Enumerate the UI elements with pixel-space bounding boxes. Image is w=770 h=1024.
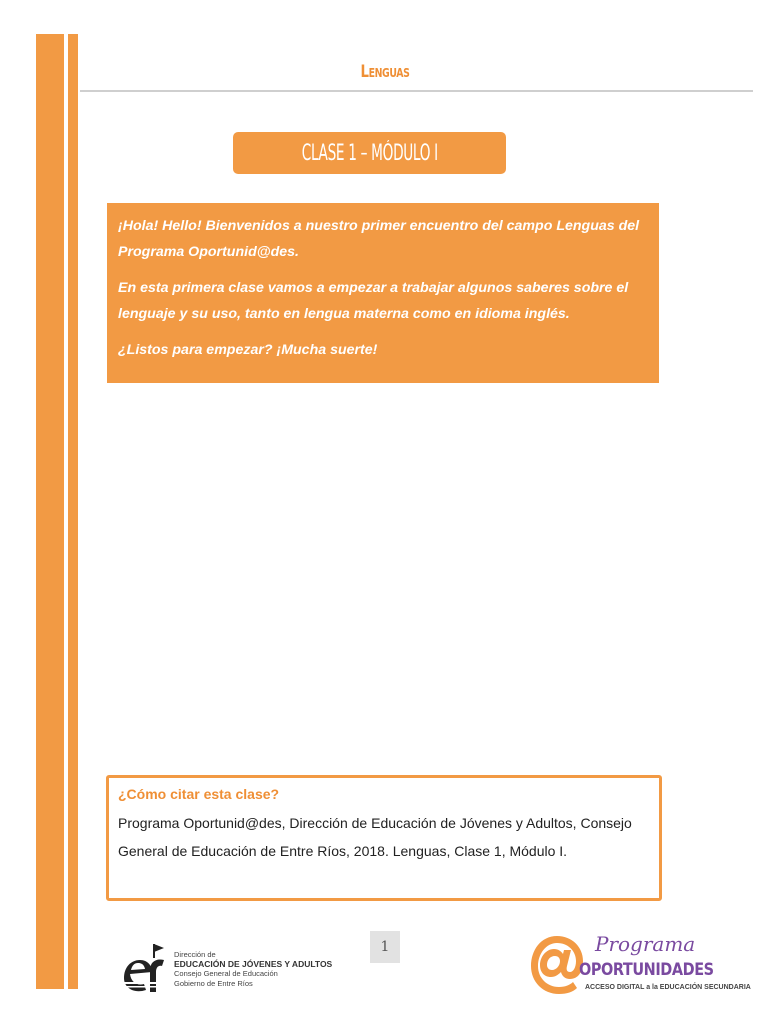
programa-wordmark: Programa	[595, 932, 696, 956]
intro-paragraph-2: En esta primera clase vamos a empezar a trabajar algunos saberes sobre el lenguaje y su uso, tanto en lengua materna como en idioma inglés.	[118, 280, 629, 322]
oportunidades-logo	[527, 930, 751, 1000]
citation-body: Programa Oportunid@des, Dirección de Educación de Jóvenes y Adultos, Consejo General de Educación de Entre Ríos, 2018. Lenguas, Clase 1, Módulo I.	[118, 815, 632, 859]
oportunidades-tagline: ACCESO DIGITAL a la EDUCACIÓN SECUNDARIA	[585, 984, 751, 991]
citation-box	[106, 775, 662, 901]
oportunidades-wordmark: OPORTUNIDADES	[579, 960, 714, 980]
page-number: 1	[370, 931, 400, 963]
intro-paragraph-3: ¿Listos para empezar? ¡Mucha suerte!	[118, 342, 378, 358]
sidebar-accent-bar-thin	[68, 34, 78, 989]
intro-paragraph-1: ¡Hola! Hello! Bienvenidos a nuestro primer encuentro del campo Lenguas del Programa Oportunid@des.	[118, 218, 640, 260]
header-divider	[80, 90, 753, 92]
edja-line-2: EDUCACIÓN DE JÓVENES Y ADULTOS	[174, 958, 333, 969]
edja-line-3: Consejo General de Educación	[174, 969, 278, 978]
page-header-title: Lenguas	[360, 62, 410, 82]
edja-logo	[120, 942, 333, 996]
citation-title: ¿Cómo citar esta clase?	[118, 786, 280, 802]
class-module-label: CLASE 1 – MÓDULO I	[301, 140, 438, 166]
sidebar-accent-bar	[36, 34, 64, 989]
intro-box	[107, 203, 659, 383]
class-module-badge	[233, 132, 506, 174]
er-logo-icon	[120, 942, 170, 996]
edja-logo-text	[174, 950, 332, 988]
edja-line-4: Gobierno de Entre Ríos	[174, 978, 253, 988]
edja-line-1: Dirección de	[174, 950, 216, 959]
at-sign-icon	[527, 930, 587, 1000]
